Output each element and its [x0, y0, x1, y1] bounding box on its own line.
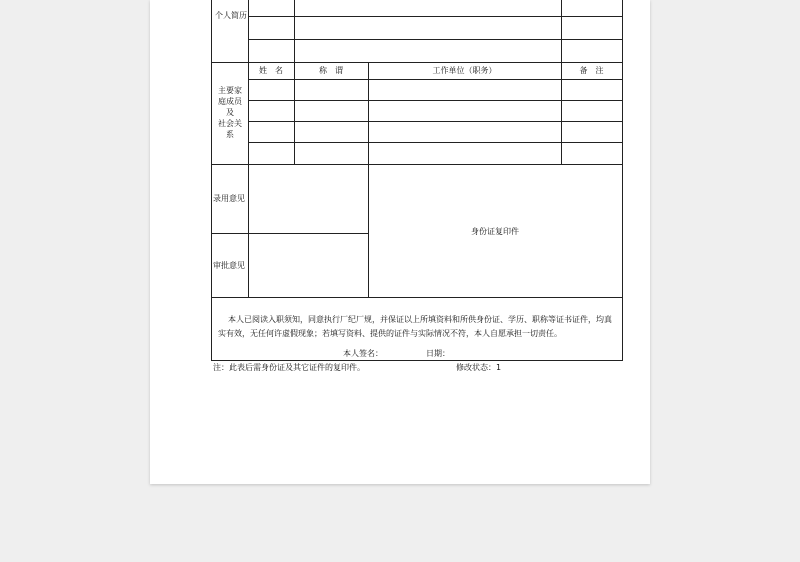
agreement-text: 本人已阅读入职须知，同意执行厂纪厂规，并保证以上所填资料和所供身份证、学历、职称等证书证件，均真实有效，无任何许虚假现象；若填写资料、提供的证件与实际情况不符，本人自愿承担一切责任。 [218, 315, 612, 338]
footer-note: 注：此表后需身份证及其它证件的复印件。 [213, 363, 365, 372]
family-label-line: 系 [226, 130, 234, 139]
application-form-table [211, 0, 623, 361]
header-relation: 称 谓 [319, 66, 343, 75]
family-row-line [248, 79, 622, 80]
family-row-line [248, 100, 622, 101]
family-label-line: 及 [226, 108, 234, 117]
header-work-unit: 工作单位（职务） [432, 66, 497, 75]
family-label-divider [248, 62, 249, 164]
hiring-opinion-label: 录用意见 [213, 194, 245, 203]
revision-status: 修改状态：1 [456, 363, 502, 372]
family-row-line [248, 121, 622, 122]
family-label-line: 主要家 [218, 86, 242, 95]
family-row-line [248, 142, 622, 143]
resume-col-divider [294, 0, 295, 62]
opinion-label-divider [248, 164, 249, 297]
family-col-divider [294, 62, 295, 164]
section-divider [212, 297, 622, 298]
family-section-label [212, 85, 248, 140]
approval-opinion-label: 审批意见 [213, 261, 245, 270]
family-label-line: 社会关 [218, 119, 242, 128]
header-remarks: 备 注 [579, 66, 604, 75]
header-name: 姓 名 [259, 66, 283, 75]
opinion-row-line [212, 233, 368, 234]
family-col-divider [561, 62, 562, 164]
family-col-divider [368, 62, 369, 164]
date-label: 日期： [426, 349, 450, 358]
id-copy-label: 身份证复印件 [471, 227, 519, 236]
section-divider [212, 164, 622, 165]
signature-label: 本人签名： [343, 349, 383, 358]
resume-row-line [248, 39, 622, 40]
family-label-line: 庭成员 [218, 97, 242, 106]
resume-label: 个人简历 [215, 11, 247, 20]
resume-row-line [248, 16, 622, 17]
resume-col-divider-right [561, 0, 562, 62]
resume-label-divider [248, 0, 249, 62]
